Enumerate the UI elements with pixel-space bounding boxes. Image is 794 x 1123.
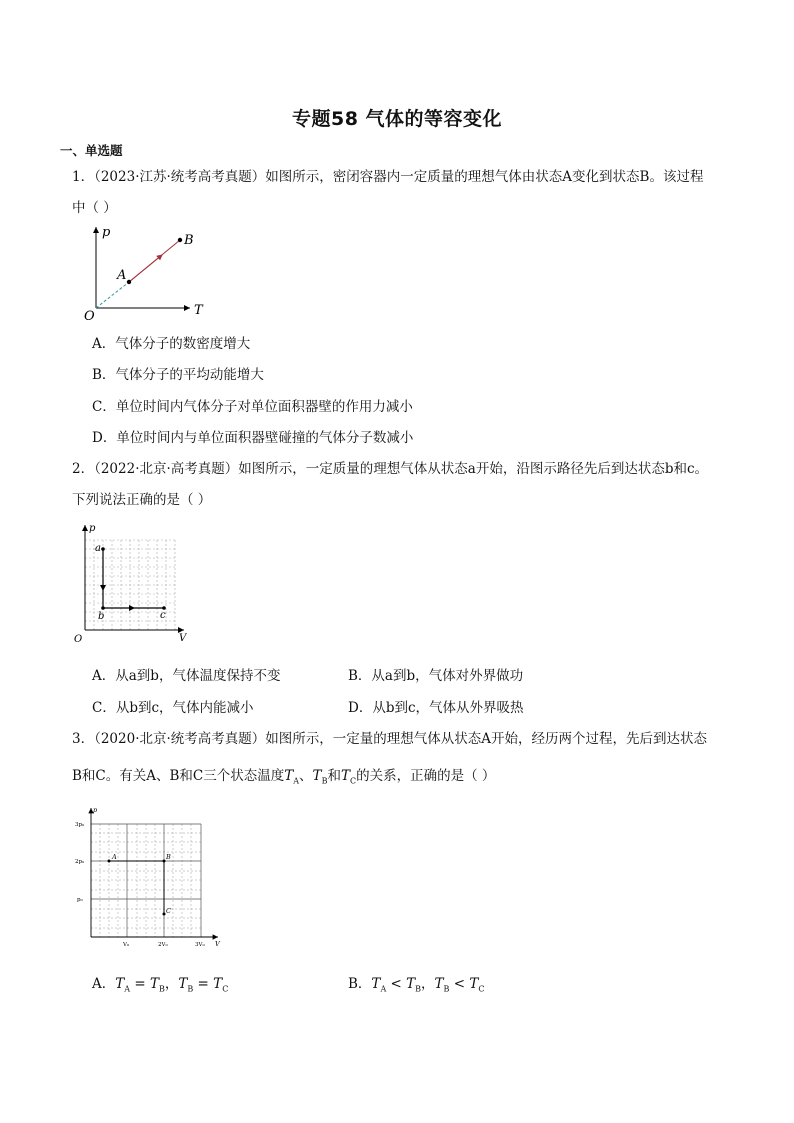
q3-stem-suffix: 的关系，正确的是（ ）	[356, 768, 496, 784]
q3-x-tick-v0: V₀	[123, 942, 130, 948]
q1-direction-arrow	[129, 255, 162, 282]
q2-x-label: V	[179, 633, 187, 644]
section-heading: 一、单选题	[60, 143, 123, 158]
q3-point-a	[108, 860, 111, 863]
q3-option-a[interactable]	[92, 972, 228, 994]
q1-stem-line1: 1．（2023·江苏·统考高考真题）如图所示，密闭容器内一定质量的理想气体由状态A变化到状态B。该过程	[72, 169, 704, 185]
q2-label-a: a	[95, 543, 101, 554]
q3-label-c: C	[166, 907, 171, 915]
q2-option-c[interactable]: C．从b到c，气体内能减小	[92, 700, 254, 716]
q2-label-c: c	[160, 610, 166, 621]
q3-label-a: A	[112, 853, 117, 861]
q3-x-tick-3v0: 3V₀	[195, 942, 205, 948]
q1-option-d[interactable]: D．单位时间内与单位面积器壁碰撞的气体分子数减小	[92, 430, 414, 446]
q2-stem-line1: 2．（2022·北京·高考真题）如图所示，一定质量的理想气体从状态a开始，沿图示路径先后到达状态b和c。	[72, 461, 709, 477]
q3-y-tick-2p0: 2p₀	[75, 859, 85, 865]
q1-option-c[interactable]: C．单位时间内气体分子对单位面积器壁的作用力减小	[92, 399, 413, 415]
q1-x-label: T	[194, 303, 203, 318]
q1-point-b	[178, 238, 182, 242]
q1-extension-line	[96, 282, 129, 308]
q3-y-tick-3p0: 3p₀	[75, 822, 85, 828]
q1-label-a: A	[117, 268, 127, 283]
q2-stem-line2: 下列说法正确的是（ ）	[72, 492, 212, 508]
q3-stem-prefix: B和C。有关A、B和C三个状态温度	[72, 768, 285, 784]
q2-point-a	[101, 547, 105, 551]
q3-temps-math: $T_A$、$T_B$和$T_C$	[284, 768, 357, 786]
q2-option-a[interactable]: A．从a到b，气体温度保持不变	[92, 668, 281, 684]
q1-y-label: p	[102, 225, 111, 240]
q3-y-label: p	[93, 806, 98, 814]
q3-pv-graph	[72, 800, 224, 950]
q3-option-a-label: A．	[92, 976, 116, 992]
q1-option-a[interactable]: A．气体分子的数密度增大	[92, 336, 251, 352]
q1-pt-graph	[78, 222, 228, 322]
q3-option-b[interactable]	[348, 972, 484, 994]
q3-stem-line2	[72, 764, 495, 786]
q3-y-tick-p0: p₀	[77, 897, 83, 903]
q1-option-b[interactable]: B．气体分子的平均动能增大	[92, 367, 264, 383]
q3-option-b-label: B．	[348, 976, 372, 992]
q3-option-a-math: $T_A = T_B$，$T_B = T_C$	[115, 976, 229, 994]
q2-origin-label: O	[74, 634, 83, 645]
q1-stem-line2: 中（ ）	[72, 200, 117, 216]
q3-x-label: V	[215, 940, 220, 948]
q3-x-tick-2v0: 2V₀	[158, 942, 168, 948]
q2-option-b[interactable]: B．从a到b，气体对外界做功	[348, 668, 524, 684]
q3-minor-grid	[91, 824, 201, 937]
q2-label-b: b	[98, 611, 105, 622]
q1-origin-label: O	[84, 309, 95, 322]
q2-point-b	[101, 606, 105, 610]
page-title: 专题58 气体的等容变化	[291, 108, 503, 130]
q3-stem-line1: 3．（2020·北京·统考高考真题）如图所示，一定量的理想气体从状态A开始，经历两个过程，先后到达状态	[72, 731, 708, 747]
q2-pv-graph	[66, 520, 192, 646]
q1-label-b: B	[184, 233, 194, 248]
q2-y-label: p	[89, 523, 96, 534]
q3-option-b-math: $T_A < T_B$，$T_B < T_C$	[371, 976, 485, 994]
q2-option-d[interactable]: D．从b到c，气体从外界吸热	[348, 700, 524, 716]
q1-point-a	[127, 280, 131, 284]
q3-label-b: B	[166, 853, 171, 861]
